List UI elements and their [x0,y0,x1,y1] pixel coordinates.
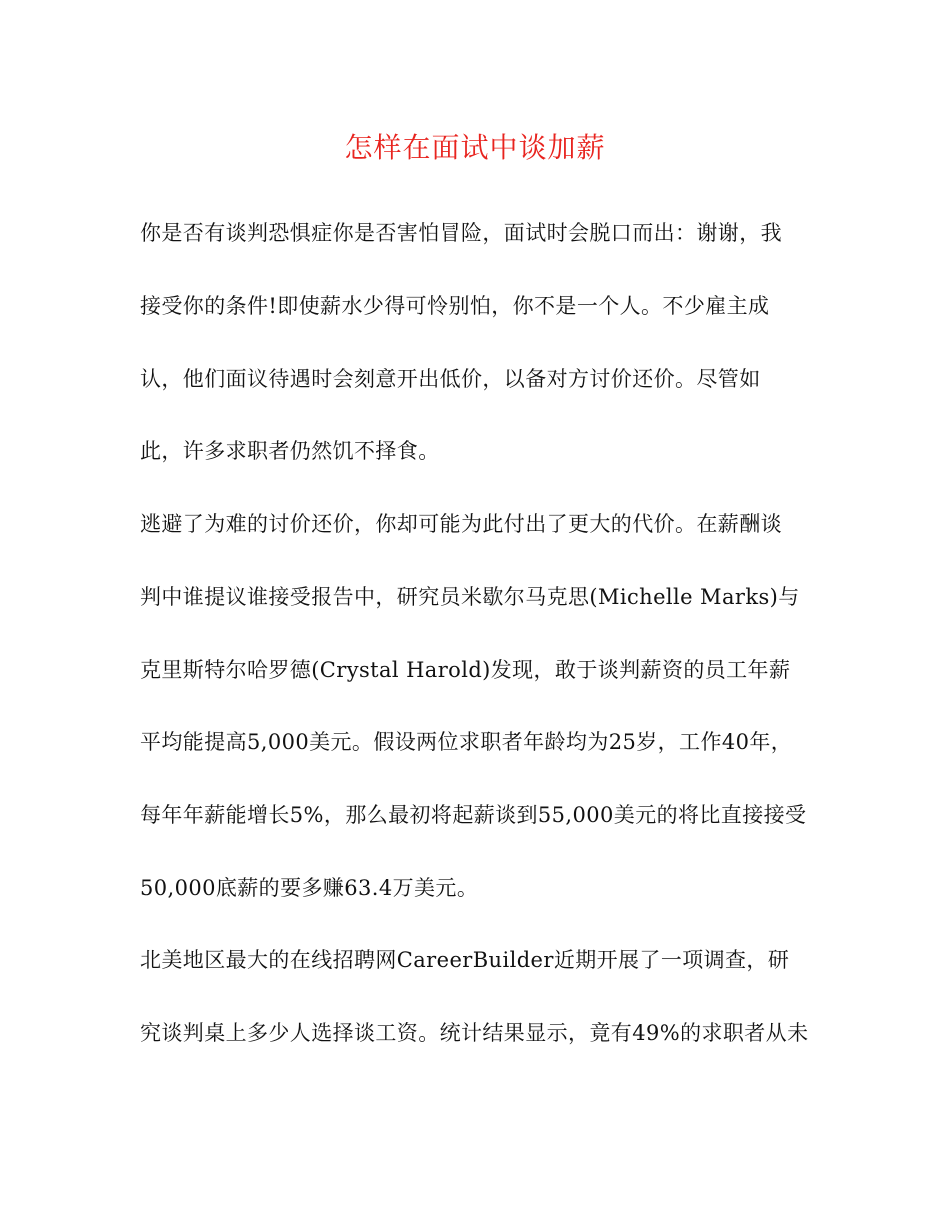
body-line-2: 接受你的条件!即使薪水少得可怜别怕，你不是一个人。不少雇主成 [140,294,770,318]
body-line-3: 认，他们面议待遇时会刻意开出低价，以备对方讨价还价。尽管如 [140,367,761,391]
body-line-10: 50,000底薪的要多赚63.4万美元。 [140,876,479,900]
body-line-7: 克里斯特尔哈罗德(Crystal Harold)发现，敢于谈判薪资的员工年薪 [140,658,791,682]
body-line-9: 每年年薪能增长5%，那么最初将起薪谈到55,000美元的将比直接接受 [140,803,807,827]
body-line-4: 此，许多求职者仍然饥不择食。 [140,439,440,463]
body-line-6: 判中谁提议谁接受报告中，研究员米歇尔马克思(Michelle Marks)与 [140,585,800,609]
body-line-11: 北美地区最大的在线招聘网CareerBuilder近期开展了一项调查，研 [140,948,790,972]
body-line-8: 平均能提高5,000美元。假设两位求职者年龄均为25岁，工作40年， [140,730,793,754]
document-title: 怎样在面试中谈加薪 [344,131,606,164]
body-line-1: 你是否有谈判恐惧症你是否害怕冒险，面试时会脱口而出：谢谢，我 [140,221,782,245]
body-line-5: 逃避了为难的讨价还价，你却可能为此付出了更大的代价。在薪酬谈 [140,512,782,536]
body-line-12: 究谈判桌上多少人选择谈工资。统计结果显示，竟有49%的求职者从未 [140,1021,809,1045]
